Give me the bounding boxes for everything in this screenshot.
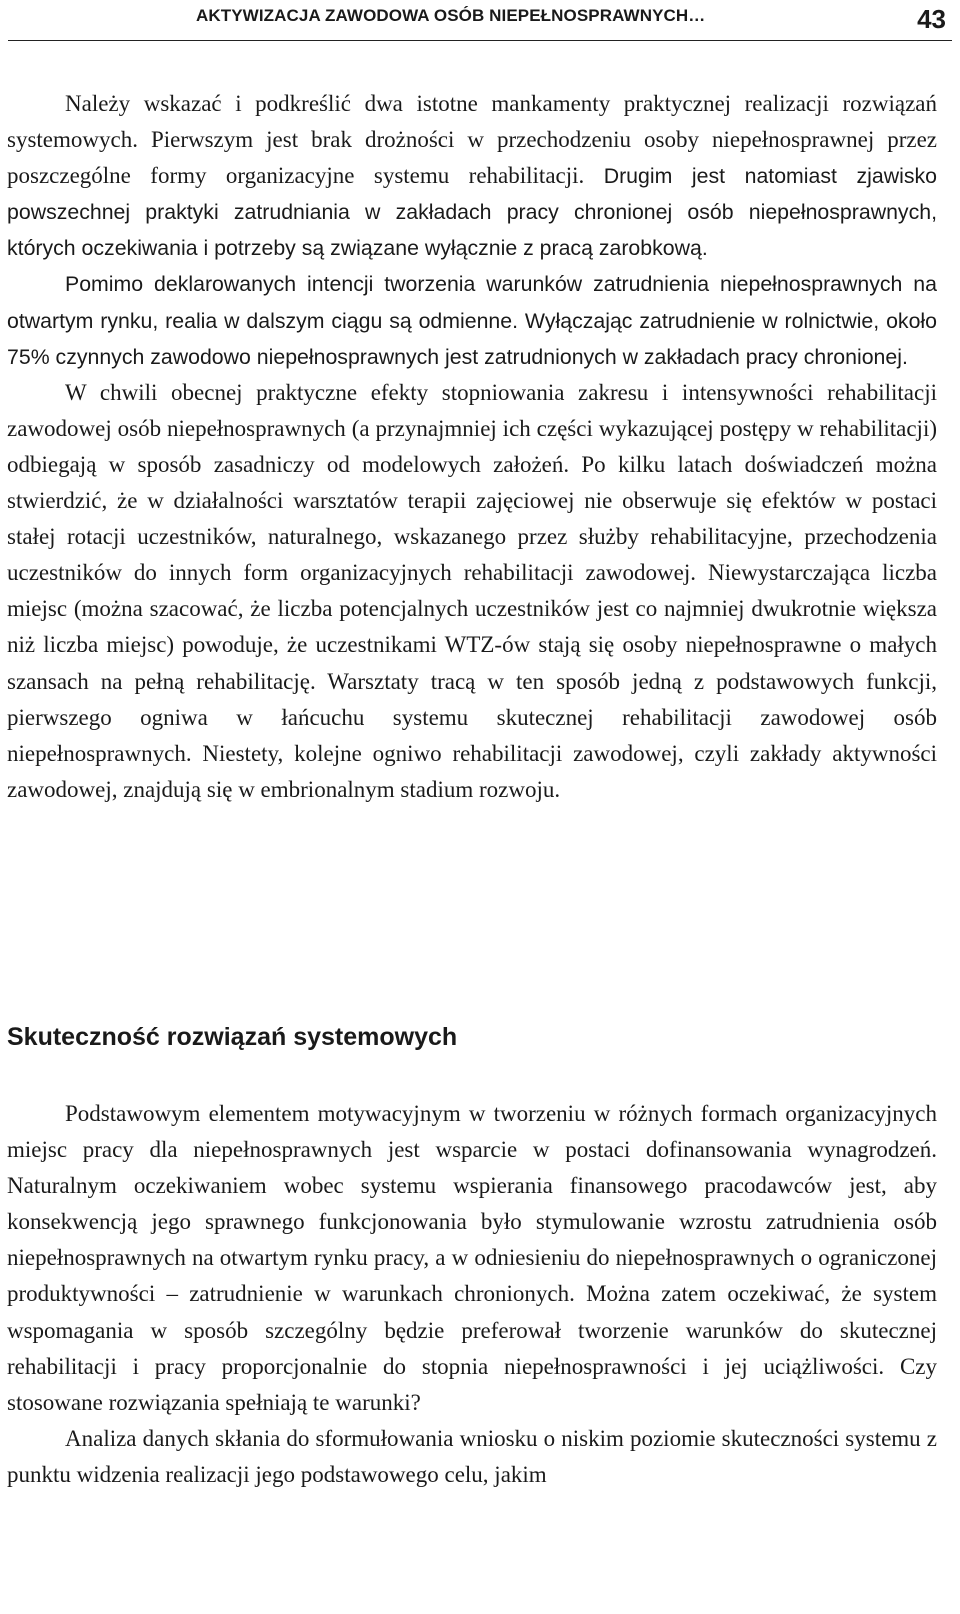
paragraph: W chwili obecnej praktyczne efekty stopniowania zakresu i intensywności rehabilitacji zawodowej osób niepełnosprawnych (a przynajmniej ich części wykazującej postępy w rehabilitacji) odbiegają w sposób zasadniczy od modelowych założeń. Po kilku latach doświadczeń można stwierdzić, że w działalności warsztatów terapii zajęciowej nie obserwuje się efektów w postaci stałej rotacji uczestników, naturalnego, wskazanego przez służby rehabilitacyjne, przechodzenia uczestników do innych form organizacyjnych rehabilitacji zawodowej. Niewystarczająca liczba miejsc (można szacować, że liczba potencjalnych uczestników jest co najmniej dwukrotnie większa niż liczba miejsc) powoduje, że uczestnikami WTZ-ów stają się osoby niepełnosprawne o małych szansach na pełną rehabilitację. Warsztaty tracą w ten sposób jedną z podstawowych funkcji, pierwszego ogniwa w łańcuchu systemu skutecznej rehabilitacji zawodowej osób niepełnosprawnych. Niestety, kolejne ogniwo rehabilitacji zawodowej, czyli zakłady aktywności zawodowej, znajdują się w embrionalnym stadium rozwoju. — [7, 379, 937, 802]
header-title: AKTYWIZACJA ZAWODOWA OSÓB NIEPEŁNOSPRAWNYCH… — [196, 6, 706, 25]
running-header — [8, 0, 952, 41]
paragraph: Podstawowym elementem motywacyjnym w tworzeniu w różnych formach organizacyjnych miejsc pracy dla niepełnosprawnych jest wsparcie w postaci dofinansowania wynagrodzeń. Naturalnym oczekiwaniem wobec systemu wspierania finansowego pracodawców jest, aby konsekwencją jego sprawnego funkcjonowania było stymulowanie wzrostu zatrudnienia osób niepełnosprawnych na otwartym rynku pracy, a w odniesieniu do niepełnosprawnych o ograniczonej produktywności – zatrudnienie w warunkach chronionych. Można zatem oczekiwać, że system wspomagania w sposób szczególny będzie preferował tworzenie warunków do skutecznej rehabilitacji i pracy proporcjonalnie do stopnia niepełnosprawności i jej uciążliwości. Czy stosowane rozwiązania spełniają te warunki? — [7, 1101, 937, 1415]
section-heading: Skuteczność rozwiązań systemowych — [7, 1023, 458, 1051]
paragraph — [7, 86, 937, 266]
page-number: 43 — [917, 4, 946, 34]
paragraph: Analiza danych skłania do sformułowania wniosku o niskim poziomie skuteczności systemu z punktu widzenia realizacji jego podstawowego celu, jakim — [7, 1425, 937, 1487]
body-text-section-1 — [7, 86, 937, 808]
paragraph: Pomimo deklarowanych intencji tworzenia warunków zatrudnienia niepełnosprawnych na otwartym rynku, realia w dalszym ciągu są odmienne. Wyłączając zatrudnienie w rolnictwie, około 75% czynnych zawodowo niepełnosprawnych jest zatrudnionych w zakładach pracy chronionej. — [7, 272, 937, 369]
paragraph-sans-run: Drugim jest natomiast zjawisko powszechnej praktyki zatrudniania w zakładach pracy chronionej osób niepełnosprawnych, których oczekiwania i potrzeby są związane wyłącznie z pracą zarobkową. — [7, 164, 937, 261]
body-text-section-2 — [7, 1096, 937, 1493]
paragraph-serif-run: Należy wskazać i podkreślić dwa istotne mankamenty praktycznej realizacji rozwiązań systemowych. Pierwszym jest brak drożności w przechodzeniu osoby niepełnosprawnej przez poszczególne formy organizacyjne systemu rehabilitacji. — [7, 91, 937, 189]
